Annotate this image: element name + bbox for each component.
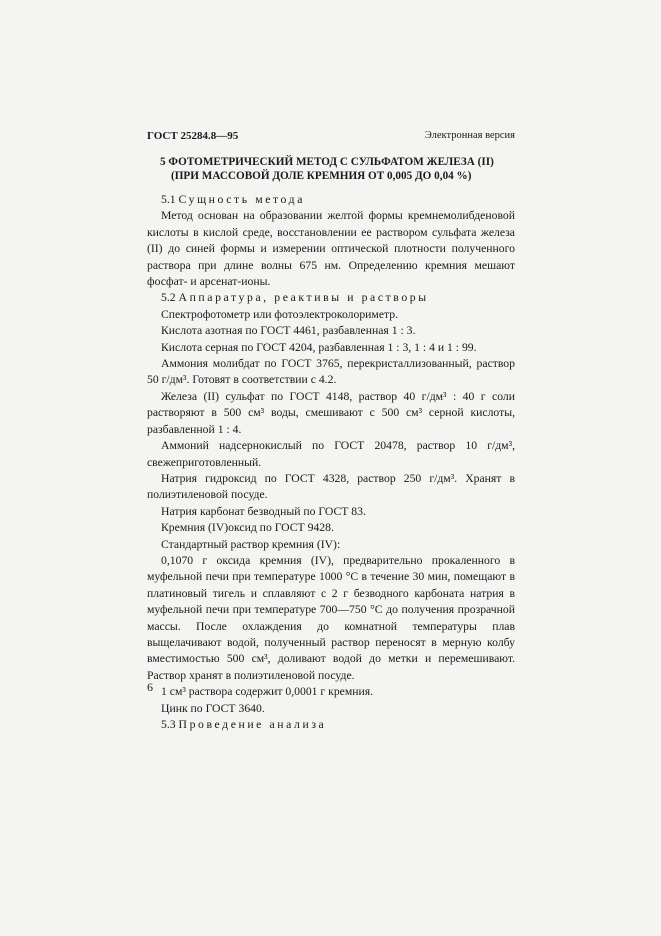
list-item: Кислота серная по ГОСТ 4204, разбавленная 1 : 3, 1 : 4 и 1 : 99.: [161, 340, 477, 354]
list-item: Спектрофотометр или фотоэлектроколориметр.: [161, 307, 399, 321]
document-id: ГОСТ 25284.8—95: [147, 130, 239, 142]
list-item: 0,1070 г оксида кремния (IV), предварительно прокаленного в муфельной печи при температуре 1000 °С в течение 30 мин, помещают в платиновый тигель и сплавляют с 2 г безводного карбоната натрия в муфельной печи при температуре 700—750 °С до получения прозрачной массы. После охлаждения до комнатной температуры плав выщелачивают водой, полученный раствор переносят в мерную колбу вместимостью 500 см³, доливают водой до метки и перемешивают. Раствор хранят в полиэтиленовой посуде.: [147, 553, 515, 682]
subsection-number: 5.2: [161, 291, 176, 305]
subsection-heading: Проведение анализа: [178, 718, 327, 731]
subsection-5-3-heading: [147, 717, 515, 733]
list-item: Кремния (IV)оксид по ГОСТ 9428.: [161, 521, 334, 535]
list-item: Аммония молибдат по ГОСТ 3765, перекристаллизованный, раствор 50 г/дм³. Готовят в соответствии с 4.2.: [147, 357, 515, 387]
section-title: [160, 155, 520, 183]
paragraph-method-essence: Метод основан на образовании желтой формы кремнемолибденовой кислоты в кислой среде, восстановлении ее раствором сульфата железа (II) до синей формы и измерении оптической плотности полученного раствора при длине волны 675 нм. Определению кремния мешают фосфат- и арсенат-ионы.: [147, 209, 515, 289]
subsection-5-1-heading: [147, 192, 515, 208]
list-item: Натрия карбонат безводный по ГОСТ 83.: [161, 504, 366, 518]
section-title-line1: 5 ФОТОМЕТРИЧЕСКИЙ МЕТОД С СУЛЬФАТОМ ЖЕЛЕЗА (II): [160, 156, 494, 168]
page-number: 6: [147, 680, 153, 694]
edition-label: Электронная версия: [424, 130, 515, 141]
subsection-number: 5.1: [161, 193, 176, 206]
page-body: [147, 192, 515, 733]
subsection-number: 5.3: [161, 718, 176, 731]
page-header: [147, 130, 515, 142]
list-item: Аммоний надсернокислый по ГОСТ 20478, раствор 10 г/дм³, свежеприготовленный.: [147, 439, 515, 469]
list-item: Железа (II) сульфат по ГОСТ 4148, раствор 40 г/дм³ : 40 г соли растворяют в 500 см³ воды, смешивают с 500 см³ серной кислоты, разбавленной 1 : 4.: [147, 389, 515, 436]
list-item: 1 см³ раствора содержит 0,0001 г кремния.: [161, 685, 374, 699]
subsection-heading: Аппаратура, реактивы и растворы: [178, 291, 429, 305]
subsection-5-2-heading: [147, 290, 515, 306]
list-item: Стандартный раствор кремния (IV):: [161, 537, 341, 551]
section-title-line2: (ПРИ МАССОВОЙ ДОЛЕ КРЕМНИЯ ОТ 0,005 ДО 0,04 %): [171, 170, 472, 182]
subsection-heading: Сущность метода: [178, 193, 305, 206]
list-item: Кислота азотная по ГОСТ 4461, разбавленная 1 : 3.: [161, 324, 416, 338]
list-item: Цинк по ГОСТ 3640.: [161, 701, 265, 715]
list-item: Натрия гидроксид по ГОСТ 4328, раствор 250 г/дм³. Хранят в полиэтиленовой посуде.: [147, 471, 515, 502]
